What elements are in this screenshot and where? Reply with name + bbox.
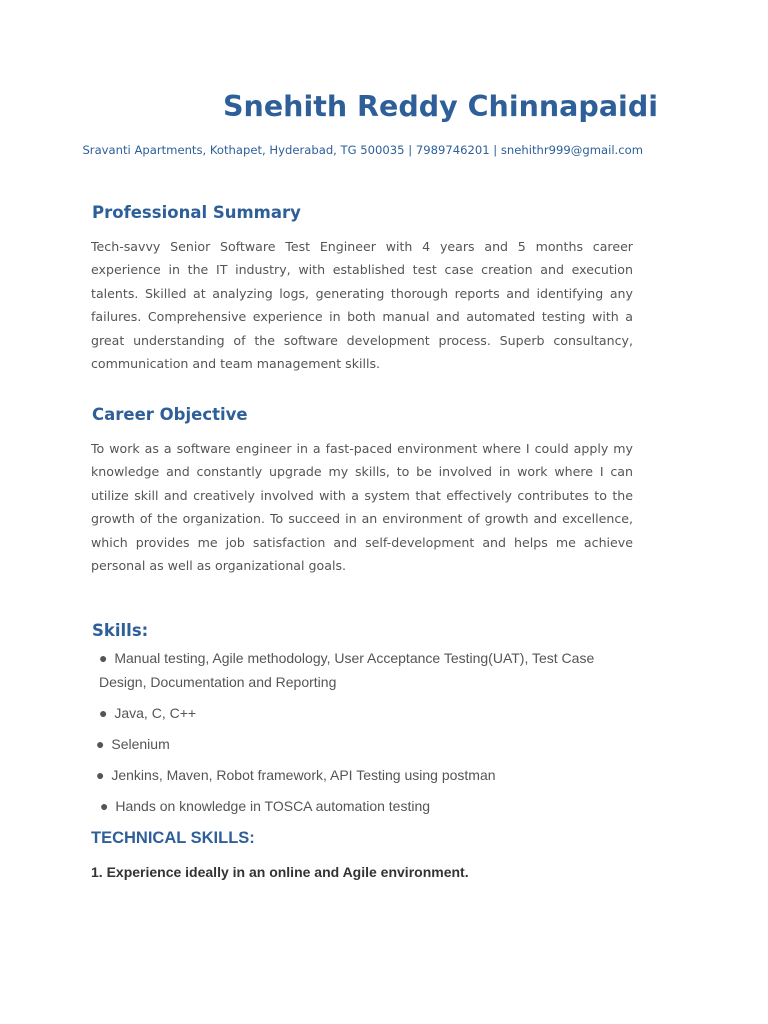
contact-details: Sravanti Apartments, Kothapet, Hyderabad, TG 500035 | 7989746201 | snehithr999@gmail.com [82,143,643,157]
skill-item [100,794,430,818]
career-objective-text: To work as a software engineer in a fast-paced environment where I could apply my knowledge and constantly upgrade my skills, to be involved in work where I can utilize skill and creatively involved with a system that effectively contributes to the growth of the organization. To succeed in an environment of growth and excellence, which provides me job satisfaction and self-development and helps me achieve personal as well as organizational goals. [91,441,633,574]
bullet-icon: ● [99,650,108,666]
skill-item-label: Selenium [111,736,170,752]
bullet-icon: ● [96,736,105,752]
skills-heading: Skills: [92,621,149,640]
skill-item [96,763,496,787]
professional-summary-heading: Professional Summary [92,203,301,222]
skill-item-label: Jenkins, Maven, Robot framework, API Testing using postman [111,767,496,783]
bullet-icon: ● [100,798,109,814]
skill-item [99,646,594,670]
skill-item-label: Java, C, C++ [114,705,197,721]
skill-item-label: Hands on knowledge in TOSCA automation testing [115,798,431,814]
professional-summary-text: Tech-savvy Senior Software Test Engineer with 4 years and 5 months career experience in the IT industry, with established test case creation and execution talents. Skilled at analyzing logs, generating thorough reports and identifying any failures. Comprehensive experience in both manual and automated testing with a great understanding of the software development process. Superb consultancy, communication and team management skills. [91,239,633,372]
skill-item-continuation: Design, Documentation and Reporting [99,674,337,690]
candidate-name: Snehith Reddy Chinnapaidi [223,90,658,123]
skill-item [99,701,196,725]
technical-skills-heading: TECHNICAL SKILLS: [91,829,255,847]
technical-skill-item: 1. Experience ideally in an online and Agile environment. [91,864,469,880]
skill-item-label: Manual testing, Agile methodology, User Acceptance Testing(UAT), Test Case [114,650,595,666]
career-objective-heading: Career Objective [92,405,248,424]
skill-item [96,732,170,756]
bullet-icon: ● [99,705,108,721]
bullet-icon: ● [96,767,105,783]
